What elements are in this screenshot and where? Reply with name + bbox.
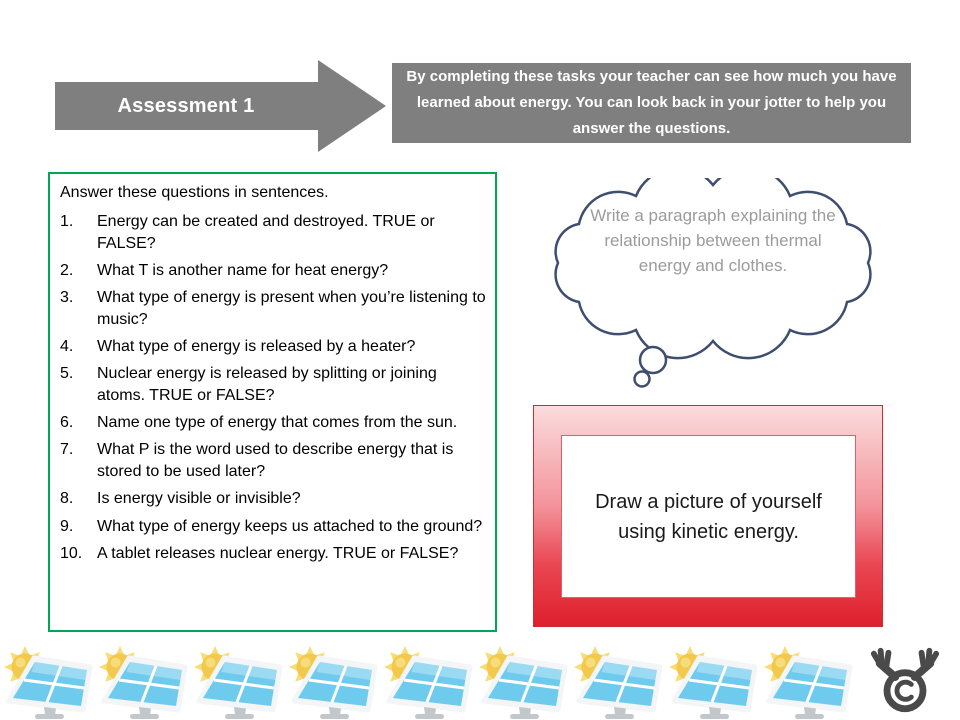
question-item (60, 363, 487, 407)
question-text: Energy can be created and destroyed. TRUE or FALSE? (97, 212, 435, 252)
solar-panel-icon (95, 642, 190, 720)
question-number: 3. (60, 288, 74, 306)
draw-task-box (561, 435, 856, 598)
question-text: What T is another name for heat energy? (97, 261, 389, 279)
solar-panel-strip (0, 642, 865, 720)
solar-panel-icon (475, 642, 570, 720)
solar-panel-icon (570, 642, 665, 720)
draw-task-frame (533, 405, 883, 627)
question-item (60, 543, 487, 565)
questions-heading: Answer these questions in sentences. (60, 184, 329, 201)
solar-panel-icon (380, 642, 475, 720)
question-text: What type of energy keeps us attached to the ground? (97, 517, 483, 535)
question-text: A tablet releases nuclear energy. TRUE or FALSE? (97, 544, 459, 562)
question-item (60, 260, 487, 282)
question-item (60, 287, 487, 331)
question-number: 7. (60, 441, 74, 459)
question-item (60, 412, 487, 434)
question-number: 9. (60, 517, 74, 535)
solar-panel-icon (760, 642, 855, 720)
question-item (60, 439, 487, 483)
question-text: What type of energy is released by a heater? (97, 337, 416, 355)
question-number: 4. (60, 337, 74, 355)
question-text: Nuclear energy is released by splitting or joining atoms. TRUE or FALSE? (97, 365, 437, 405)
question-number: 1. (60, 212, 74, 230)
copyright-moose-logo (866, 644, 944, 717)
question-number: 6. (60, 414, 74, 432)
questions-list (60, 211, 487, 565)
draw-task-text: Draw a picture of yourself using kinetic energy. (595, 490, 822, 543)
solar-panel-icon (0, 642, 95, 720)
question-item (60, 516, 487, 538)
question-text: What P is the word used to describe energy that is stored to be used later? (97, 441, 454, 481)
question-number: 10. (60, 544, 83, 562)
cloud-task-text: Write a paragraph explaining the relationship between thermal energy and clothes. (590, 206, 836, 276)
solar-panel-icon (190, 642, 285, 720)
questions-panel (48, 172, 497, 632)
question-item (60, 336, 487, 358)
question-text: Is energy visible or invisible? (97, 490, 301, 508)
solar-panel-icon (665, 642, 760, 720)
question-text: Name one type of energy that comes from the sun. (97, 414, 458, 432)
question-number: 2. (60, 261, 74, 279)
solar-panel-icon (285, 642, 380, 720)
question-item (60, 488, 487, 510)
question-number: 8. (60, 490, 74, 508)
assessment-title: Assessment 1 (117, 94, 255, 117)
intro-text: By completing these tasks your teacher can see how much you have learned about energy. You can look back in your jotter to help you answer the questions. (406, 68, 897, 137)
question-item (60, 211, 487, 255)
intro-box (392, 63, 911, 143)
question-number: 5. (60, 365, 74, 383)
question-text: What type of energy is present when you’re listening to music? (97, 288, 486, 328)
